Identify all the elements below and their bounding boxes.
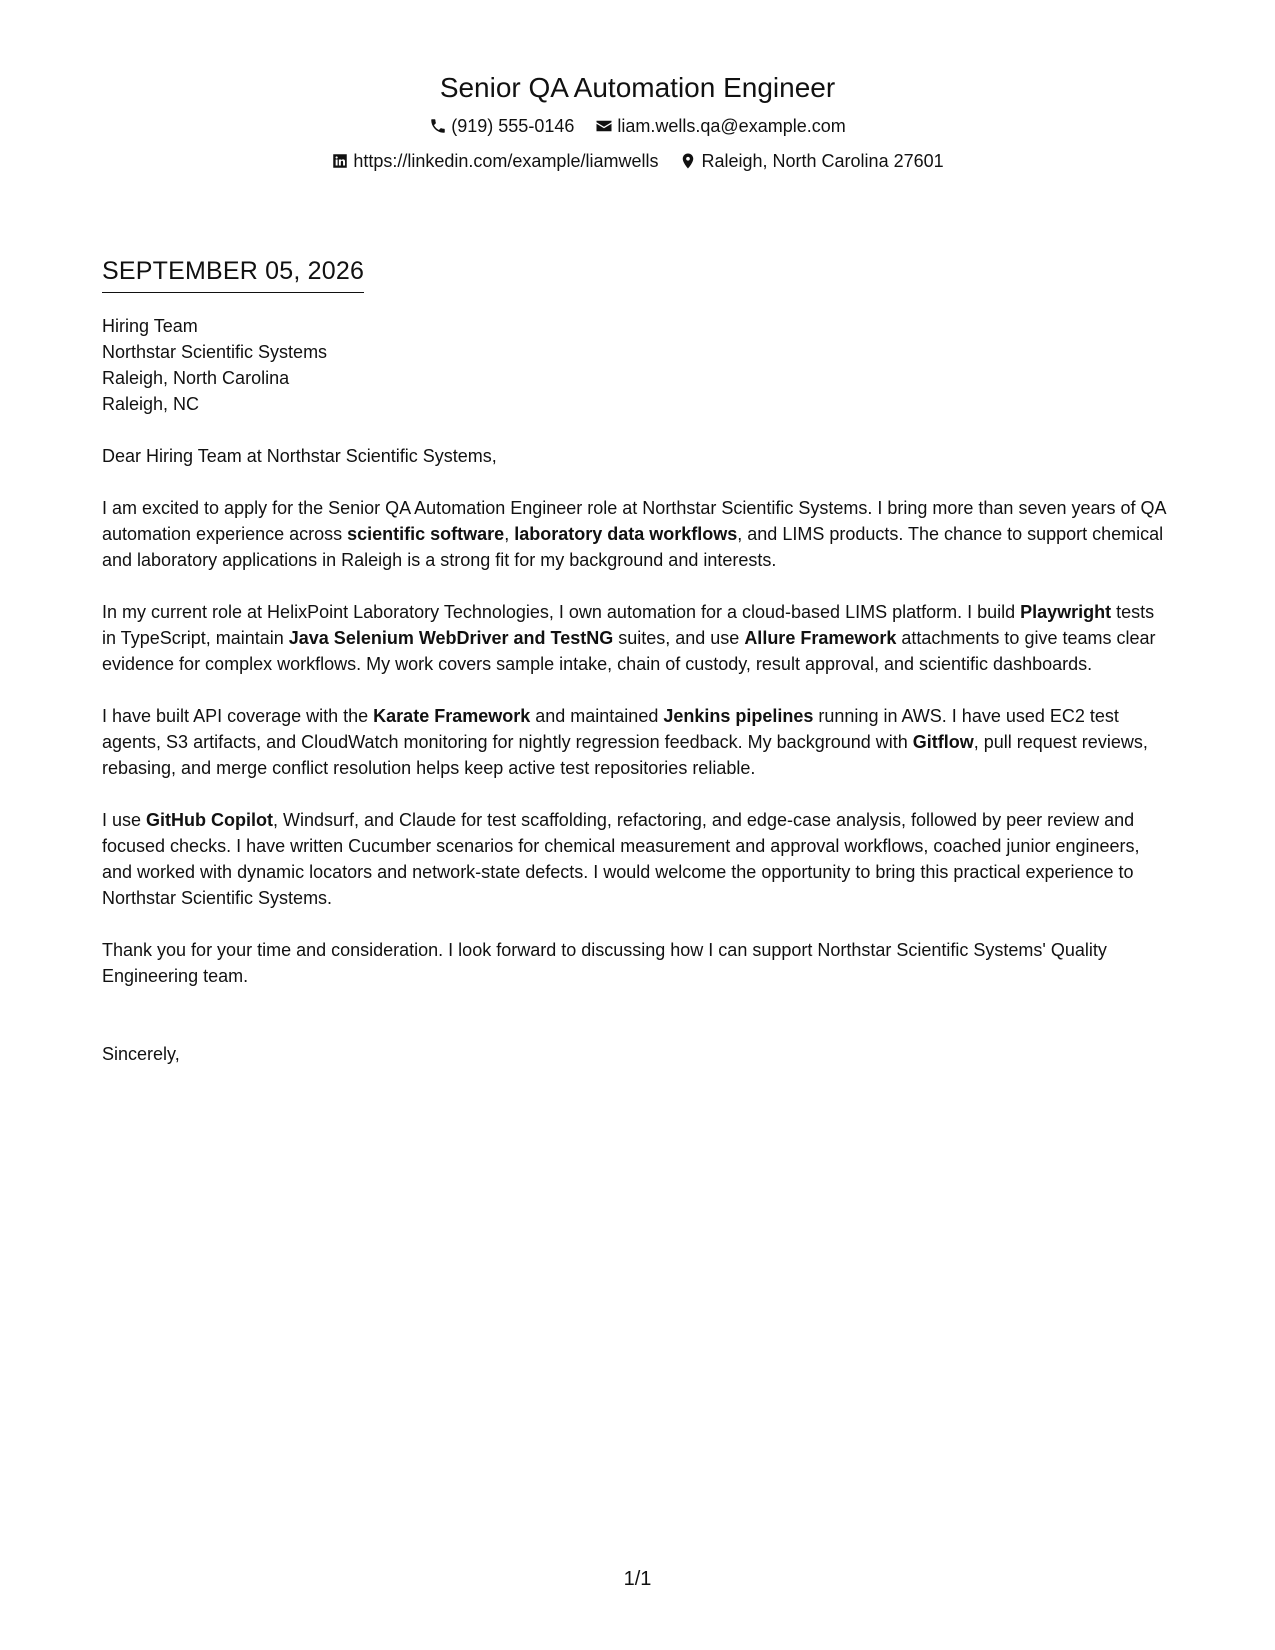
paragraph-text: , pull request reviews, rebasing, and merge conflict resolution helps keep active test repositories reliable. — [102, 732, 1148, 778]
paragraph-text: suites, and use — [613, 628, 745, 648]
emphasized-term: Allure Framework — [744, 628, 897, 648]
emphasized-term: scientific software — [347, 524, 505, 544]
recipient-line: Northstar Scientific Systems — [102, 342, 328, 362]
emphasized-term: laboratory data workflows — [514, 524, 738, 544]
paragraph-text: , and LIMS products. The chance to support chemical and laboratory applications in Raleigh is a strong fit for my background and interests. — [102, 524, 1164, 570]
contact-line-1 — [0, 114, 1275, 141]
email-address[interactable]: liam.wells.qa@example.com — [617, 116, 846, 136]
paragraph-text: and maintained — [530, 706, 664, 726]
body-paragraph — [102, 703, 1172, 781]
page-title: Senior QA Automation Engineer — [439, 72, 836, 103]
paragraph-text: Thank you for your time and consideration. I look forward to discussing how I can support Northstar Scientific Systems' Quality Engineering team. — [102, 940, 1107, 986]
letter-header — [0, 70, 1275, 176]
paragraph-text: I am excited to apply for the Senior QA Automation Engineer role at Northstar Scientific Systems. I bring more than seven years of QA automation experience across — [102, 498, 1166, 544]
contact-line-2 — [0, 149, 1275, 176]
body-paragraph — [102, 599, 1172, 677]
emphasized-term: Java Selenium WebDriver and TestNG — [288, 628, 614, 648]
contact-location — [679, 149, 943, 173]
body-paragraph — [102, 937, 1172, 989]
emphasized-term: Jenkins pipelines — [663, 706, 814, 726]
location-text: Raleigh, North Carolina 27601 — [701, 151, 944, 171]
recipient-line: Raleigh, NC — [102, 394, 200, 414]
emphasized-term: Playwright — [1020, 602, 1112, 622]
linkedin-url[interactable]: https://linkedin.com/example/liamwells — [353, 151, 659, 171]
paragraph-text: I have built API coverage with the — [102, 706, 374, 726]
paragraph-text: running in AWS. I have used EC2 test agents, S3 artifacts, and CloudWatch monitoring for nightly regression feedback. My background with — [102, 706, 1119, 752]
phone-icon — [429, 117, 447, 135]
contact-email — [595, 114, 845, 138]
recipient-line: Hiring Team — [102, 316, 198, 336]
contact-linkedin — [331, 149, 658, 173]
paragraph-text: , — [504, 524, 515, 544]
letter-body — [102, 256, 1172, 1067]
emphasized-term: Karate Framework — [373, 706, 531, 726]
page-indicator: 1/1 — [623, 1568, 652, 1590]
paragraph-text: In my current role at HelixPoint Laboratory Technologies, I own automation for a cloud-based LIMS platform. I build — [102, 602, 1021, 622]
emphasized-term: Gitflow — [912, 732, 974, 752]
body-paragraph — [102, 807, 1172, 911]
paragraph-text: , Windsurf, and Claude for test scaffolding, refactoring, and edge-case analysis, followed by peer review and focused checks. I have written Cucumber scenarios for chemical measurement and approval workflows, coached junior engineers, and worked with dynamic locators and network-state defects. I would welcome the opportunity to bring this practical experience to Northstar Scientific Systems. — [102, 810, 1140, 908]
letter-paragraphs — [102, 495, 1172, 989]
contact-phone — [429, 114, 574, 138]
paragraph-text: I use — [102, 810, 147, 830]
salutation: Dear Hiring Team at Northstar Scientific Systems, — [102, 446, 497, 466]
emphasized-term: GitHub Copilot — [146, 810, 273, 830]
recipient-line: Raleigh, North Carolina — [102, 368, 290, 388]
envelope-icon — [595, 117, 613, 135]
map-marker-icon — [679, 152, 697, 170]
letter-date: SEPTEMBER 05, 2026 — [102, 256, 364, 293]
body-paragraph — [102, 495, 1172, 573]
phone-number: (919) 555-0146 — [451, 116, 575, 136]
paragraph-text: tests in TypeScript, maintain — [102, 602, 1155, 648]
paragraph-text: attachments to give teams clear evidence for complex workflows. My work covers sample intake, chain of custody, result approval, and scientific dashboards. — [102, 628, 1156, 674]
closing: Sincerely, — [102, 1044, 180, 1064]
linkedin-icon — [331, 152, 349, 170]
recipient-block — [102, 313, 1172, 417]
